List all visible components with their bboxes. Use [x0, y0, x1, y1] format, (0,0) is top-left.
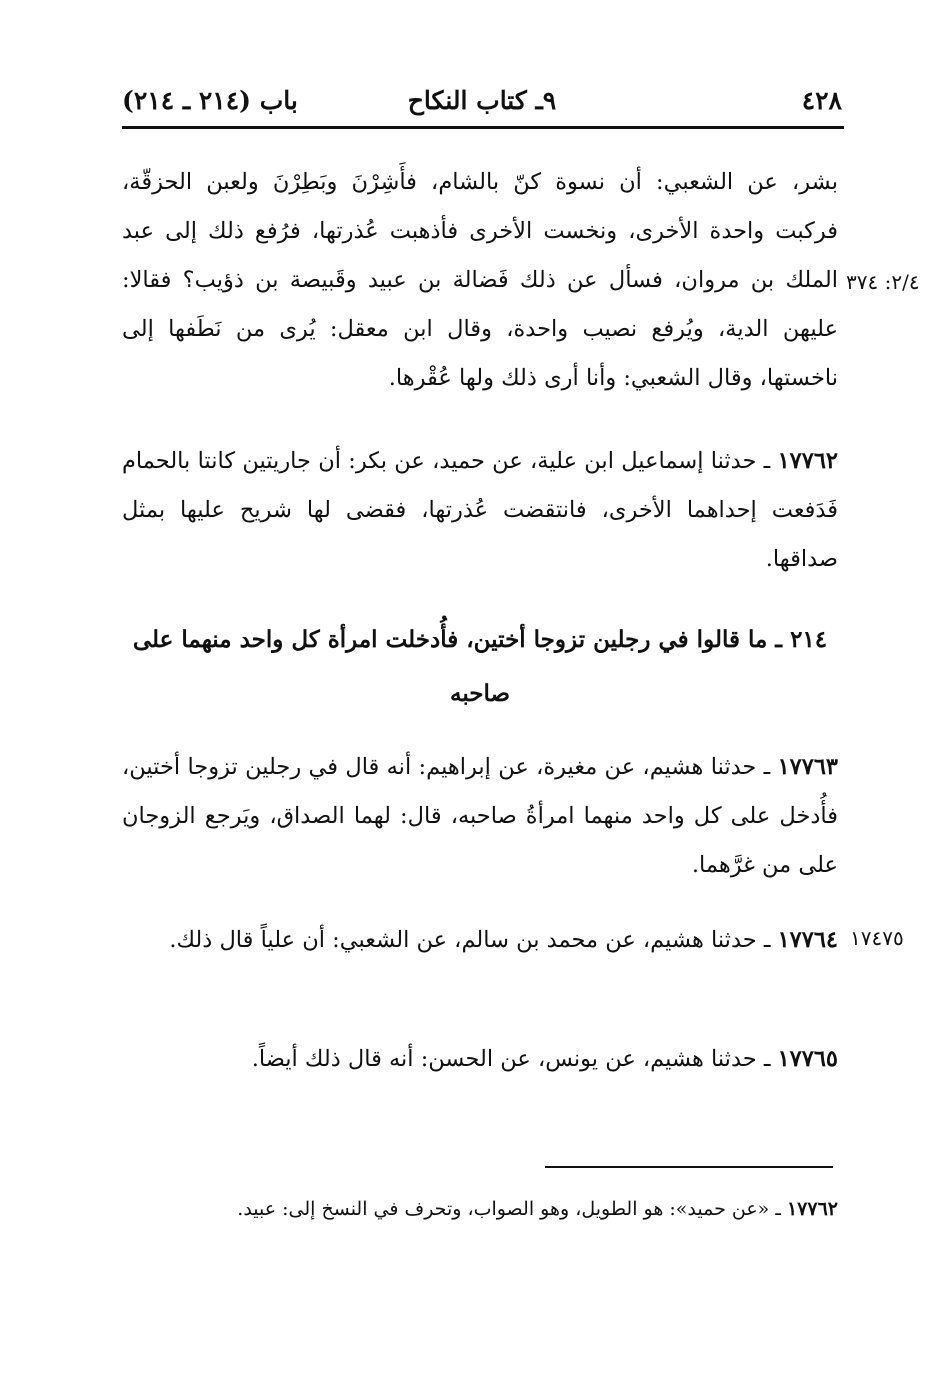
hadith-17763	[122, 743, 838, 890]
hadith-number: ١٧٧٦٣	[777, 754, 838, 780]
chapter-range: باب (٢١٤ ـ ٢١٤)	[122, 86, 298, 115]
hadith-text: ـ حدثنا هشيم، عن يونس، عن الحسن: أنه قال ذلك أيضاً.	[251, 1046, 778, 1072]
hadith-17764	[122, 916, 838, 965]
hadith-17765	[122, 1035, 838, 1084]
chapter-heading: ٢١٤ ـ ما قالوا في رجلين تزوجا أختين، فأُدخلت امرأة كل واحد منهما على صاحبه	[132, 626, 828, 707]
hadith-text: ـ حدثنا هشيم، عن محمد بن سالم، عن الشعبي: أن علياً قال ذلك.	[169, 927, 778, 953]
hadith-number: ١٧٧٦٢	[777, 448, 838, 474]
footnote-number: ١٧٧٦٢	[786, 1198, 838, 1220]
page-number: ٤٢٨	[801, 86, 842, 115]
footnote	[122, 1186, 838, 1232]
footnote-rule	[545, 1166, 833, 1168]
paragraph-continuation: بشر، عن الشعبي: أن نسوة كنّ بالشام، فأَشِرْنَ وبَطِرْنَ ولعبن الحزقّة، فركبت واحدة الأخرى، ونخست الأخرى فأذهبت عُذرتها، فرُفع ذلك إلى عبد الملك بن مروان، فسأل عن ذلك فَضالة بن عبيد وقَبيصة بن ذؤيب؟ فقالا: عليهن الدية، ويُرفع نصيب واحدة، وقال ابن معقل: يُرى من نَطَفها إلى ناخستها، وقال الشعبي: وأنا أرى ذلك ولها عُقْرها.	[122, 169, 838, 391]
header-rule	[122, 126, 844, 129]
hadith-number: ١٧٧٦٤	[777, 927, 838, 953]
margin-cross-ref: ١٧٤٧٥	[850, 926, 904, 950]
hadith-number: ١٧٧٦٥	[777, 1046, 838, 1072]
hadith-17762	[122, 437, 838, 584]
hadith-text: ـ حدثنا هشيم، عن مغيرة، عن إبراهيم: أنه قال في رجلين تزوجا أختين، فأُدخل على كل واحد منهما امرأةُ صاحبه، قال: لهما الصداق، ويَرجع الزوجان على من غرَّهما.	[122, 754, 838, 878]
margin-volume-page: ٢/٤: ٣٧٤	[846, 270, 920, 294]
hadith-text: ـ حدثنا إسماعيل ابن علية، عن حميد، عن بكر: أن جاريتين كانتا بالحمام فَدَفعت إحداهما الأخرى، فانتقضت عُذرتها، فقضى لها شريح عليها بمثل صداقها.	[122, 448, 838, 572]
book-title: ٩ـ كتاب النكاح	[407, 86, 557, 115]
page-header	[122, 82, 842, 126]
footnote-text: ـ «عن حميد»: هو الطويل، وهو الصواب، وتحرف في النسخ إلى: عبيد.	[237, 1198, 787, 1220]
